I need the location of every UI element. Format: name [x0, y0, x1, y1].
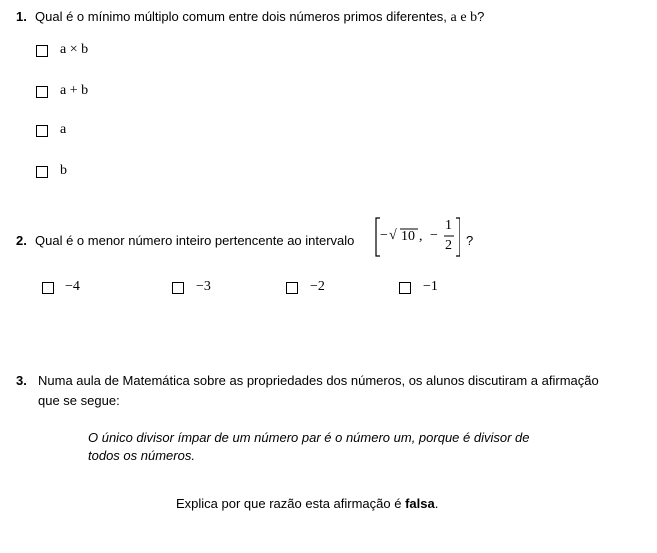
question-1-text: [35, 9, 484, 26]
checkbox-option-1[interactable]: [36, 45, 48, 57]
question-3-number: 3.: [16, 373, 27, 388]
option-3-label: a: [60, 122, 67, 137]
question-3-text-line2: que se segue:: [38, 393, 120, 408]
interval-minus-2: −: [430, 228, 438, 243]
instruction-bold: falsa: [405, 496, 435, 511]
question-1-var-a: a: [450, 10, 457, 25]
checkbox-option-neg2[interactable]: [286, 282, 298, 294]
question-1-prompt: Qual é o mínimo múltiplo comum entre dois números primos diferentes,: [35, 9, 447, 24]
fraction-numerator: 1: [445, 218, 452, 233]
interval-notation: [374, 216, 460, 258]
option-1-label: a × b: [60, 42, 89, 57]
option-2-label: a + b: [60, 83, 89, 98]
quote-line1: O único divisor ímpar de um número par é o número um, porque é divisor de: [88, 430, 530, 445]
checkbox-option-4[interactable]: [36, 166, 48, 178]
checkbox-option-3[interactable]: [36, 125, 48, 137]
sqrt-symbol: √: [389, 228, 397, 243]
option-4-label: b: [60, 163, 67, 178]
question-2-qmark: ?: [466, 233, 474, 248]
option-neg3-label: −3: [196, 279, 211, 294]
option-neg4-label: −4: [65, 279, 80, 294]
instruction-prefix: Explica por que razão esta afirmação é: [176, 496, 402, 511]
checkbox-option-neg1[interactable]: [399, 282, 411, 294]
quote-line2: todos os números.: [88, 448, 195, 463]
question-3-text-line1: Numa aula de Matemática sobre as propriedades dos números, os alunos discutiram a afirmação: [38, 373, 599, 388]
option-neg2-label: −2: [310, 279, 325, 294]
checkbox-option-neg4[interactable]: [42, 282, 54, 294]
question-1-qmark: ?: [477, 9, 485, 24]
instruction: [176, 496, 438, 511]
question-1-var-b: b: [470, 10, 478, 25]
option-neg1-label: −1: [423, 279, 438, 294]
interval-comma: ,: [419, 229, 423, 244]
checkbox-option-neg3[interactable]: [172, 282, 184, 294]
question-2-prompt: Qual é o menor número inteiro pertencente ao intervalo: [35, 233, 355, 248]
sqrt-radicand: 10: [401, 229, 415, 244]
question-1-number: 1.: [16, 9, 27, 24]
instruction-suffix: .: [434, 496, 439, 511]
question-2-number: 2.: [16, 233, 27, 248]
checkbox-option-2[interactable]: [36, 86, 48, 98]
interval-minus: −: [380, 228, 388, 243]
fraction-denominator: 2: [445, 238, 452, 253]
question-1-conj: e: [460, 10, 467, 25]
